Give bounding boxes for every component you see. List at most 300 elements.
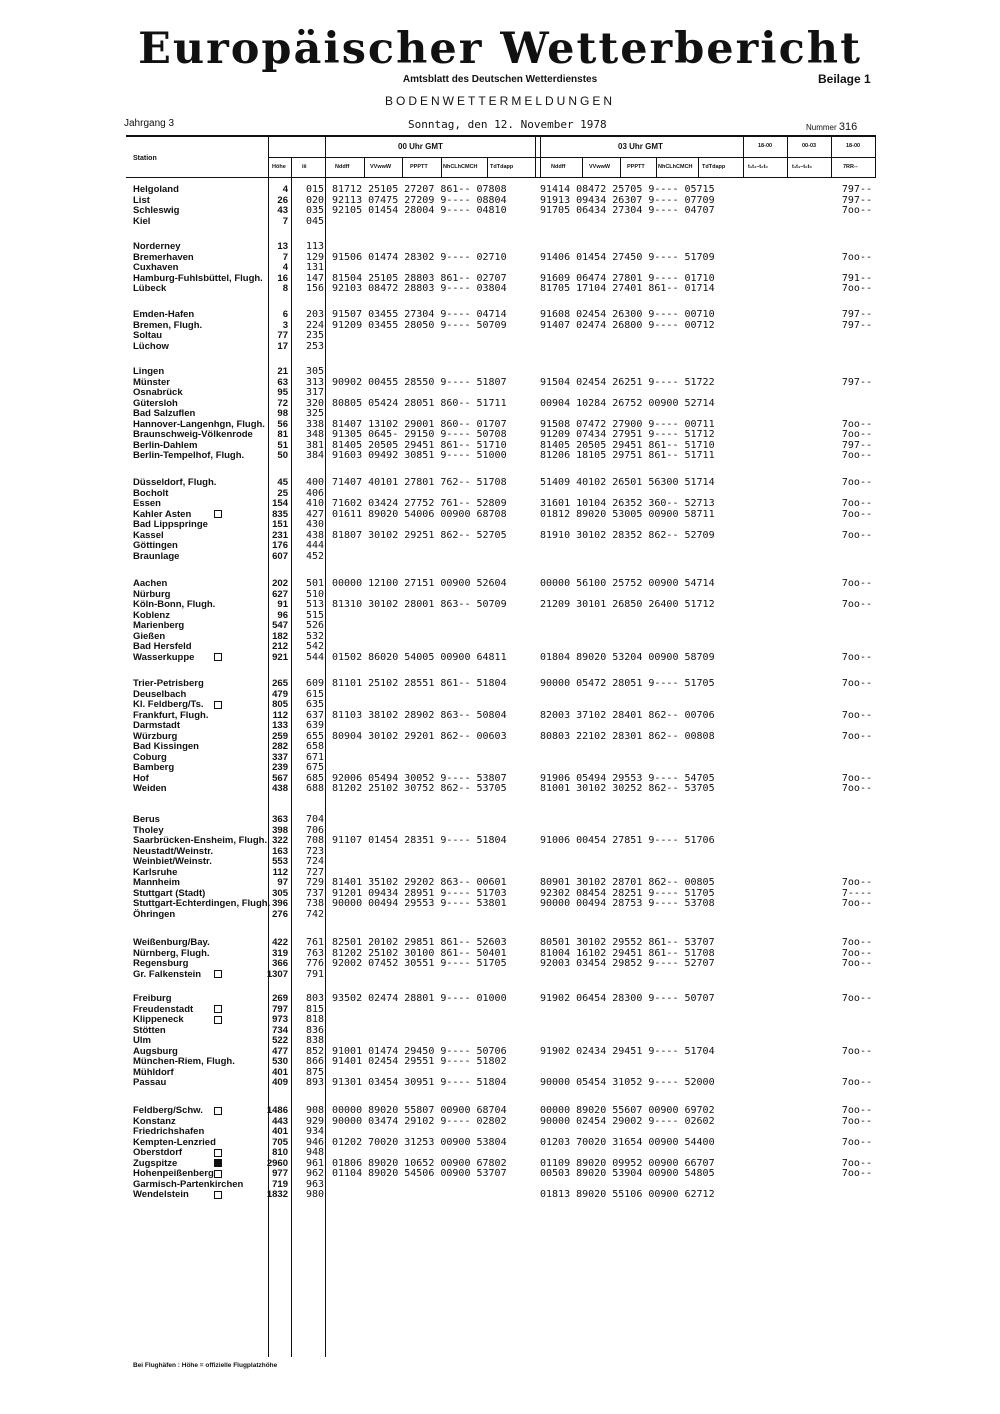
station-id: 035 <box>306 205 325 216</box>
col-a-nddff: Nddff <box>335 164 350 170</box>
extra-group: 7oo-- <box>841 709 872 721</box>
station-name: Wasserkuppe <box>133 651 195 663</box>
station-id: 875 <box>306 1066 325 1078</box>
report-00-gmt: 81504 25105 28803 861-- 02707 <box>332 272 507 284</box>
report-00-gmt: 01502 86020 54005 00900 64811 <box>332 651 507 663</box>
station-height: 522 <box>272 1035 288 1046</box>
report-00-gmt: 71407 40101 27801 762-- 51708 <box>332 477 507 488</box>
report-03-gmt: 91609 06474 27801 9---- 01710 <box>540 272 715 284</box>
station-id: 776 <box>306 958 325 969</box>
extra-group: 7oo-- <box>841 498 872 509</box>
station-height: 50 <box>277 450 288 461</box>
extra-group: 7oo-- <box>841 730 872 742</box>
station-name: Helgoland <box>133 184 179 195</box>
col-r2b: t₁t₁–t₀t₀ <box>792 164 812 170</box>
extra-group: 7oo-- <box>841 1136 872 1148</box>
station-height: 553 <box>272 856 288 867</box>
station-height: 319 <box>272 947 288 959</box>
extra-group: 7oo-- <box>841 1045 872 1057</box>
report-00-gmt: 01806 89020 10652 00900 67802 <box>332 1157 507 1169</box>
report-00-gmt: 90902 00455 28550 9---- 51807 <box>332 376 507 388</box>
station-height: 3 <box>282 319 288 331</box>
report-00-gmt: 91209 03455 28050 9---- 50709 <box>332 319 507 331</box>
station-name: Karlsruhe <box>133 866 178 878</box>
station-height: 163 <box>272 845 288 857</box>
station-name: Weiden <box>133 783 167 794</box>
vline-a2 <box>402 157 403 178</box>
station-id: 544 <box>306 651 325 663</box>
station-height: 112 <box>272 866 288 878</box>
vline-b2 <box>620 157 621 178</box>
extra-group: 7oo-- <box>841 529 872 541</box>
station-id: 738 <box>306 898 325 909</box>
station-height: 133 <box>272 720 288 731</box>
col-b-nh: NhCLhCMCH <box>658 164 693 170</box>
station-id: 742 <box>306 908 325 920</box>
report-03-gmt: 90000 00494 28753 9---- 53708 <box>540 898 715 909</box>
station-height: 265 <box>272 678 288 689</box>
station-id: 253 <box>306 340 325 352</box>
station-height: 719 <box>272 1178 288 1190</box>
station-name: Kahler Asten <box>133 508 192 520</box>
station-id: 671 <box>306 751 325 763</box>
station-id: 836 <box>306 1024 325 1036</box>
station-name: Würzburg <box>133 730 178 742</box>
vline-b1 <box>582 157 583 178</box>
report-03-gmt: 91608 02454 26300 9---- 00710 <box>540 309 715 320</box>
station-name: Hannover-Langenhgn, Flugh. <box>133 418 265 430</box>
col-r2: 00-03 <box>802 143 817 149</box>
station-name: Soltau <box>133 330 163 341</box>
station-height: 8 <box>282 283 288 294</box>
report-00-gmt: 91301 03454 30951 9---- 51804 <box>332 1077 507 1088</box>
report-03-gmt: 81405 20505 29451 861-- 51710 <box>540 439 715 451</box>
station-id: 946 <box>306 1136 325 1148</box>
station-id: 908 <box>306 1105 325 1116</box>
report-00-gmt: 91107 01454 28351 9---- 51804 <box>332 835 507 846</box>
report-03-gmt: 92003 03454 29852 9---- 52707 <box>540 958 715 969</box>
station-height: 43 <box>277 205 288 216</box>
station-height: 567 <box>272 772 288 784</box>
col-r3: 18-00 <box>846 143 861 149</box>
station-height: 95 <box>277 387 288 398</box>
station-id: 724 <box>306 856 325 867</box>
station-name: Mühldorf <box>133 1066 174 1078</box>
mountain-station-marker <box>214 1016 222 1024</box>
station-id: 015 <box>306 184 325 195</box>
col-b-tt: TdTdapp <box>702 164 726 170</box>
station-height: 239 <box>272 762 288 773</box>
report-00-gmt: 91001 01474 29450 9---- 50706 <box>332 1045 507 1057</box>
header-rule-mid <box>268 157 876 158</box>
station-id: 156 <box>306 283 325 294</box>
station-id: 515 <box>306 609 325 621</box>
station-name: Freiburg <box>133 993 172 1004</box>
extra-group: 7oo-- <box>841 783 872 794</box>
station-id: 818 <box>306 1014 325 1025</box>
station-name: Ulm <box>133 1035 151 1046</box>
station-id: 348 <box>306 429 325 440</box>
station-height: 231 <box>272 529 288 541</box>
station-height: 2960 <box>266 1157 288 1169</box>
station-height: 25 <box>277 487 288 499</box>
col-a-nh: NhCLhCMCH <box>443 164 478 170</box>
station-height: 282 <box>272 741 288 752</box>
station-name: Düsseldorf, Flugh. <box>133 477 217 488</box>
report-03-gmt: 91902 06454 28300 9---- 50707 <box>540 993 715 1004</box>
station-height: 7 <box>282 215 288 227</box>
station-name: Gießen <box>133 630 166 642</box>
date-label: Sonntag, den 12. November 1978 <box>408 118 607 131</box>
station-height: 26 <box>277 194 288 206</box>
station-height: 16 <box>277 272 288 284</box>
report-00-gmt: 01202 70020 31253 00900 53804 <box>332 1136 507 1148</box>
vline-iii <box>325 136 326 1357</box>
station-name: Bad Salzuflen <box>133 408 196 419</box>
page-title: Europäischer Wetterbericht <box>138 24 862 74</box>
station-name: Coburg <box>133 751 167 763</box>
report-03-gmt: 01812 89020 53005 00900 58711 <box>540 508 715 520</box>
station-name: Lübeck <box>133 283 167 294</box>
extra-group: 7oo-- <box>841 1168 872 1179</box>
station-id: 934 <box>306 1126 325 1137</box>
station-id: 224 <box>306 319 325 331</box>
vline-a3 <box>441 157 442 178</box>
report-03-gmt: 01109 89020 09952 00900 66707 <box>540 1157 715 1169</box>
col-iii: iii <box>302 164 307 170</box>
station-height: 401 <box>272 1066 288 1078</box>
report-00-gmt: 81310 30102 28001 863-- 50709 <box>332 599 507 610</box>
report-03-gmt: 91414 08472 25705 9---- 05715 <box>540 184 715 195</box>
station-id: 615 <box>306 688 325 700</box>
extra-group: 7oo-- <box>841 898 872 909</box>
station-name: Nürnberg, Flugh. <box>133 947 210 959</box>
station-name: Gr. Falkenstein <box>133 968 202 980</box>
station-height: 366 <box>272 958 288 969</box>
station-name: Bad Lippspringe <box>133 519 208 530</box>
report-00-gmt: 93502 02474 28801 9---- 01000 <box>332 993 507 1004</box>
station-height: 6 <box>282 309 288 320</box>
station-id: 948 <box>306 1147 325 1158</box>
station-height: 269 <box>272 993 288 1004</box>
extra-group: 7oo-- <box>841 947 872 959</box>
station-name: Frankfurt, Flugh. <box>133 709 209 721</box>
mountain-station-marker <box>214 1005 222 1013</box>
report-03-gmt: 21209 30101 26850 26400 51712 <box>540 599 715 610</box>
jahrgang-label: Jahrgang 3 <box>124 118 175 129</box>
report-00-gmt: 91401 02454 29551 9---- 51802 <box>332 1056 507 1067</box>
report-00-gmt: 81101 25102 28551 861-- 51804 <box>332 678 507 689</box>
report-00-gmt: 92002 07452 30551 9---- 51705 <box>332 958 507 969</box>
report-03-gmt: 81705 17104 27401 861-- 01714 <box>540 283 715 294</box>
station-name: Osnabrück <box>133 387 183 398</box>
station-height: 547 <box>272 620 288 631</box>
report-03-gmt: 00904 10284 26752 00900 52714 <box>540 397 715 409</box>
report-00-gmt: 91305 0645- 29150 9---- 50708 <box>332 429 507 440</box>
report-00-gmt: 01104 89020 54506 00900 53707 <box>332 1168 507 1179</box>
station-height: 182 <box>272 630 288 642</box>
report-03-gmt: 01804 89020 53204 00900 58709 <box>540 651 715 663</box>
station-id: 763 <box>306 947 325 959</box>
extra-group: 791-- <box>841 272 872 284</box>
station-name: Stuttgart (Stadt) <box>133 887 206 899</box>
station-name: Weißenburg/Bay. <box>133 937 210 948</box>
station-name: Darmstadt <box>133 720 180 731</box>
station-height: 13 <box>277 241 288 252</box>
station-name: Regensburg <box>133 958 189 969</box>
col-a-ppptt: PPPTT <box>410 164 428 170</box>
report-00-gmt: 92113 07475 27209 9---- 08804 <box>332 194 507 206</box>
station-height: 154 <box>272 498 288 509</box>
report-00-gmt: 82501 20102 29851 861-- 52603 <box>332 937 507 948</box>
station-id: 325 <box>306 408 325 419</box>
extra-group: 7oo-- <box>841 993 872 1004</box>
report-03-gmt: 80901 30102 28701 862-- 00805 <box>540 877 715 888</box>
station-height: 259 <box>272 730 288 742</box>
station-name: Hamburg-Fuhlsbüttel, Flugh. <box>133 272 263 284</box>
report-00-gmt: 01611 89020 54006 00900 68708 <box>332 508 507 520</box>
station-height: 56 <box>277 418 288 430</box>
station-name: Braunlage <box>133 550 180 562</box>
station-id: 688 <box>306 783 325 794</box>
station-id: 317 <box>306 387 325 398</box>
station-height: 398 <box>272 824 288 836</box>
station-name: Braunschweig-Völkenrode <box>133 429 253 440</box>
station-height: 81 <box>277 429 288 440</box>
station-name: Gütersloh <box>133 397 178 409</box>
extra-group: 7oo-- <box>841 877 872 888</box>
station-id: 406 <box>306 487 325 499</box>
mountain-station-marker <box>214 970 222 978</box>
station-id: 430 <box>306 519 325 530</box>
station-name: Wendelstein <box>133 1189 189 1200</box>
extra-group: 797-- <box>841 319 872 331</box>
extra-group: 7oo-- <box>841 283 872 294</box>
vline-gmt00-end <box>535 136 536 178</box>
report-00-gmt: 81712 25105 27207 861-- 07808 <box>332 184 507 195</box>
station-id: 452 <box>306 550 325 562</box>
station-id: 852 <box>306 1045 325 1057</box>
report-00-gmt: 92006 05494 30052 9---- 53807 <box>332 772 507 784</box>
report-03-gmt: 91407 02474 26800 9---- 00712 <box>540 319 715 331</box>
station-name: Berlin-Tempelhof, Flugh. <box>133 450 245 461</box>
station-name: Cuxhaven <box>133 262 179 273</box>
station-name: Weinbiet/Weinstr. <box>133 856 212 867</box>
report-03-gmt: 90000 05454 31052 9---- 52000 <box>540 1077 715 1088</box>
station-id: 113 <box>306 241 325 252</box>
extra-group: 797-- <box>841 439 872 451</box>
col-r1b: t₁t₁–t₀t₀ <box>748 164 768 170</box>
station-id: 708 <box>306 835 325 846</box>
station-id: 045 <box>306 215 325 227</box>
station-height: 479 <box>272 688 288 700</box>
station-id: 929 <box>306 1115 325 1127</box>
report-00-gmt: 80904 30102 29201 862-- 00603 <box>332 730 507 742</box>
station-id: 438 <box>306 529 325 541</box>
extra-group: 7oo-- <box>841 477 872 488</box>
station-id: 980 <box>306 1189 325 1200</box>
station-height: 363 <box>272 814 288 825</box>
extra-group: 797-- <box>841 184 872 195</box>
vline-b3 <box>656 157 657 178</box>
extra-group: 7oo-- <box>841 578 872 589</box>
station-id: 893 <box>306 1077 325 1088</box>
extra-group: 797-- <box>841 194 872 206</box>
station-height: 810 <box>272 1147 288 1158</box>
report-00-gmt: 00000 12100 27151 00900 52604 <box>332 578 507 589</box>
station-id: 737 <box>306 887 325 899</box>
station-height: 396 <box>272 898 288 909</box>
station-id: 020 <box>306 194 325 206</box>
station-name: Kempten-Lenzried <box>133 1136 216 1148</box>
station-height: 443 <box>272 1115 288 1127</box>
station-id: 313 <box>306 376 325 388</box>
mountain-station-marker <box>214 1170 222 1178</box>
station-height: 91 <box>277 599 288 610</box>
vline-gmt03-end <box>743 136 744 178</box>
station-height: 176 <box>272 540 288 551</box>
station-name: Bamberg <box>133 762 175 773</box>
issue-number-value: 316 <box>838 121 858 133</box>
report-00-gmt: 81202 25102 30752 862-- 53705 <box>332 783 507 794</box>
station-name: Köln-Bonn, Flugh. <box>133 599 216 610</box>
station-height: 96 <box>277 609 288 621</box>
vline-r3 <box>875 136 876 178</box>
station-height: 921 <box>272 651 288 663</box>
report-00-gmt: 91506 01474 28302 9---- 02710 <box>332 251 507 263</box>
report-00-gmt: 81401 35102 29202 863-- 00601 <box>332 877 507 888</box>
station-id: 866 <box>306 1056 325 1067</box>
station-id: 727 <box>306 866 325 878</box>
station-id: 320 <box>306 397 325 409</box>
station-name: München-Riem, Flugh. <box>133 1056 235 1067</box>
extra-group: 7oo-- <box>841 1115 872 1127</box>
station-name: Kassel <box>133 529 164 541</box>
issue-number <box>806 121 857 133</box>
report-03-gmt: 91906 05494 29553 9---- 54705 <box>540 772 715 784</box>
col-station: Station <box>133 155 157 162</box>
col-b-nddff: Nddff <box>551 164 566 170</box>
station-id: 658 <box>306 741 325 752</box>
station-height: 401 <box>272 1126 288 1137</box>
station-id: 961 <box>306 1157 325 1169</box>
station-id: 962 <box>306 1168 325 1179</box>
station-name: Öhringen <box>133 908 176 920</box>
station-id: 838 <box>306 1035 325 1046</box>
report-03-gmt: 91006 00454 27851 9---- 51706 <box>540 835 715 846</box>
report-03-gmt: 01203 70020 31654 00900 54400 <box>540 1136 715 1148</box>
vline-a1 <box>364 157 365 178</box>
station-id: 510 <box>306 588 325 600</box>
col-b-vvwww: VVwwW <box>589 164 611 170</box>
station-height: 51 <box>277 439 288 451</box>
station-id: 235 <box>306 330 325 341</box>
report-00-gmt: 81407 13102 29001 860-- 01707 <box>332 418 507 430</box>
station-id: 706 <box>306 824 325 836</box>
station-name: Berlin-Dahlem <box>133 439 198 451</box>
station-name: Hohenpeißenberg <box>133 1168 214 1179</box>
station-name: Stuttgart-Echterdingen, Flugh. <box>133 898 271 909</box>
extra-group: 7oo-- <box>841 450 872 461</box>
report-00-gmt: 80805 05424 28051 860-- 51711 <box>332 397 507 409</box>
extra-group: 7oo-- <box>841 958 872 969</box>
issue-number-label: Nummer <box>806 123 837 132</box>
report-03-gmt: 51409 40102 26501 56300 51714 <box>540 477 715 488</box>
station-name: Emden-Hafen <box>133 309 195 320</box>
report-03-gmt: 90000 05472 28051 9---- 51705 <box>540 678 715 689</box>
station-name: Essen <box>133 498 161 509</box>
report-00-gmt: 90000 00494 29553 9---- 53801 <box>332 898 507 909</box>
station-name: Bremen, Flugh. <box>133 319 203 331</box>
station-id: 381 <box>306 439 325 451</box>
station-height: 63 <box>277 376 288 388</box>
station-id: 532 <box>306 630 325 642</box>
station-height: 797 <box>272 1003 288 1015</box>
station-name: Schleswig <box>133 205 180 216</box>
station-name: Augsburg <box>133 1045 178 1057</box>
station-id: 675 <box>306 762 325 773</box>
station-height: 409 <box>272 1077 288 1088</box>
station-id: 729 <box>306 877 325 888</box>
station-name: Lüchow <box>133 340 169 352</box>
extra-group: 7oo-- <box>841 772 872 784</box>
report-03-gmt: 00000 89020 55607 00900 69702 <box>540 1105 715 1116</box>
report-00-gmt: 92103 08472 28803 9---- 03804 <box>332 283 507 294</box>
station-name: Kiel <box>133 215 151 227</box>
report-03-gmt: 82003 37102 28401 862-- 00706 <box>540 709 715 721</box>
station-name: Feldberg/Schw. <box>133 1105 203 1116</box>
station-height: 151 <box>272 519 288 530</box>
station-height: 734 <box>272 1024 288 1036</box>
header-rule-top <box>126 135 876 137</box>
station-name: Bocholt <box>133 487 169 499</box>
station-id: 704 <box>306 814 325 825</box>
station-name: Kl. Feldberg/Ts. <box>133 699 204 710</box>
col-r3b: 7RR-- <box>843 164 858 170</box>
extra-group: 797-- <box>841 376 872 388</box>
report-00-gmt: 81405 20505 29451 861-- 51710 <box>332 439 507 451</box>
station-id: 384 <box>306 450 325 461</box>
report-00-gmt: 91603 09492 30851 9---- 51000 <box>332 450 507 461</box>
mountain-station-marker <box>214 1149 222 1157</box>
station-name: Stötten <box>133 1024 166 1036</box>
station-id: 761 <box>306 937 325 948</box>
report-03-gmt: 91913 09434 26307 9---- 07709 <box>540 194 715 206</box>
station-height: 477 <box>272 1045 288 1057</box>
station-name: Neustadt/Weinstr. <box>133 845 214 857</box>
report-03-gmt: 31601 10104 26352 360-- 52713 <box>540 498 715 509</box>
report-03-gmt: 91902 02434 29451 9---- 51704 <box>540 1045 715 1057</box>
station-id: 609 <box>306 678 325 689</box>
station-id: 427 <box>306 508 325 520</box>
extra-group: 7oo-- <box>841 937 872 948</box>
station-name: Oberstdorf <box>133 1147 183 1158</box>
vline-r1 <box>787 136 788 178</box>
station-height: 835 <box>272 508 288 520</box>
station-id: 655 <box>306 730 325 742</box>
station-id: 639 <box>306 720 325 731</box>
report-00-gmt: 71602 03424 27752 761-- 52809 <box>332 498 507 509</box>
station-name: Münster <box>133 376 170 388</box>
report-03-gmt: 81206 18105 29751 861-- 51711 <box>540 450 715 461</box>
report-03-gmt: 91504 02454 26251 9---- 51722 <box>540 376 715 388</box>
col-b-ppptt: PPPTT <box>627 164 645 170</box>
station-height: 805 <box>272 699 288 710</box>
station-id: 803 <box>306 993 325 1004</box>
station-name: Nürburg <box>133 588 171 600</box>
mountain-station-marker <box>214 701 222 709</box>
station-name: Bad Hersfeld <box>133 641 192 652</box>
